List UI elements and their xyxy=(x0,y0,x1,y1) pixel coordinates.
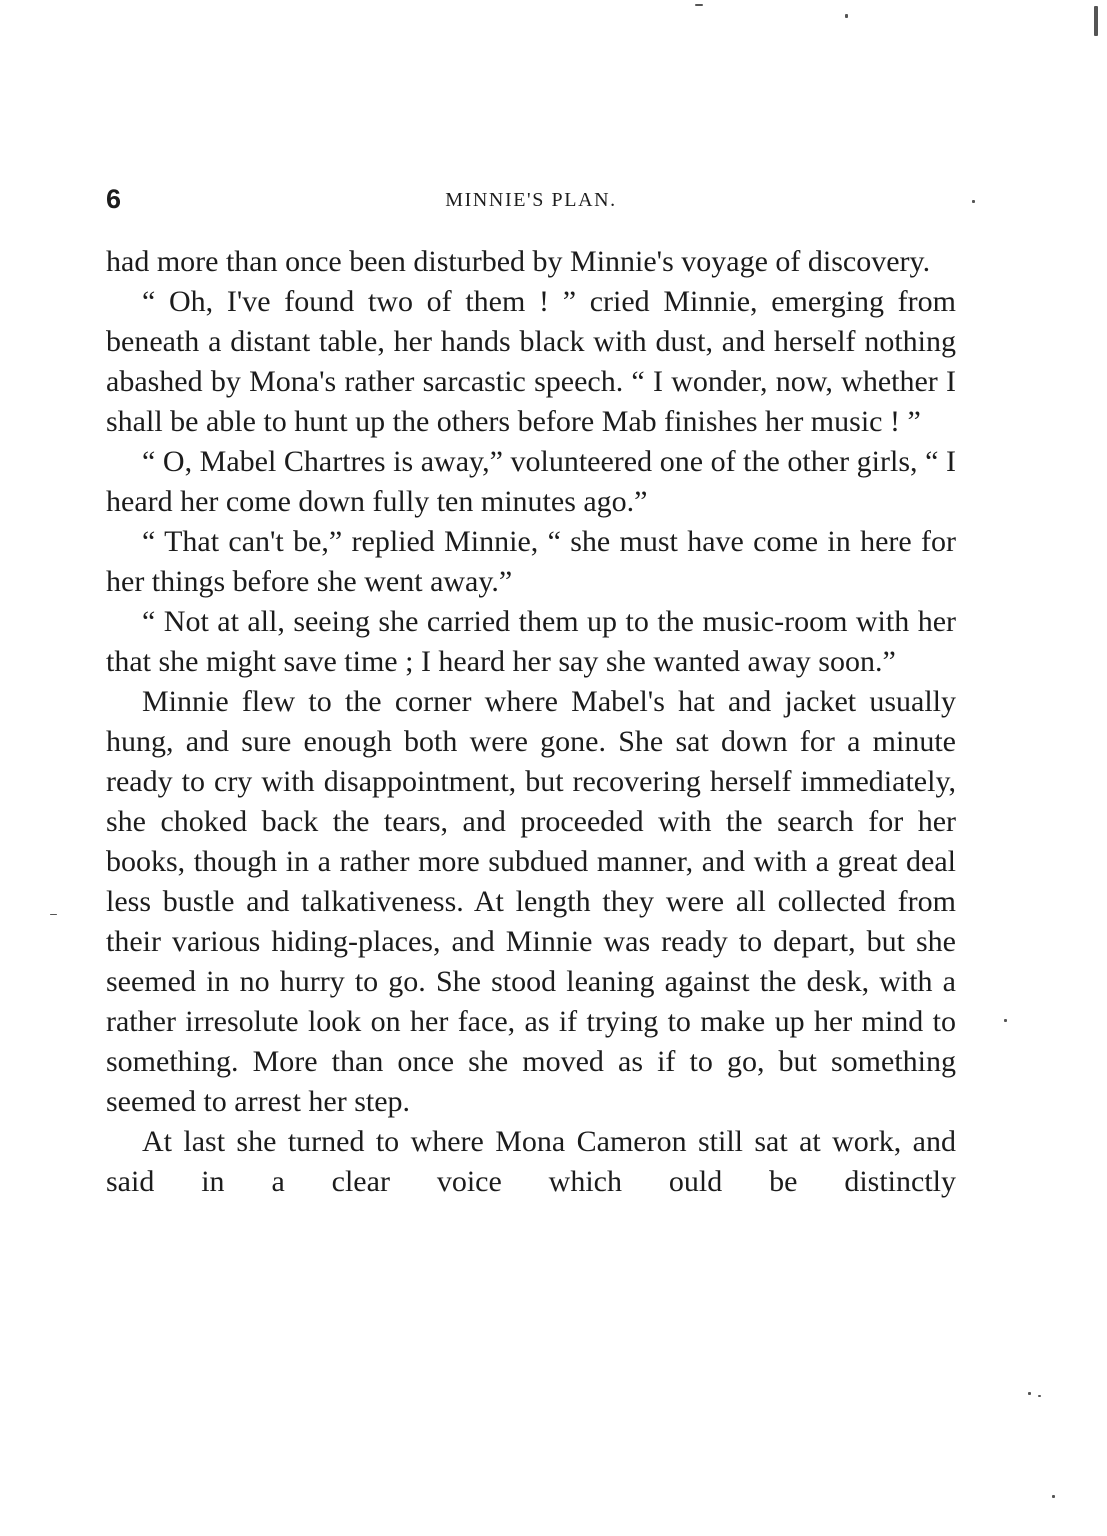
paragraph: Minnie flew to the corner where Mabel's hat and jacket usually hung, and sure enough both were gone. She sat down for a minute ready to cry with disappointment, but recovering herself immediately, she choked back the tears, and proceeded with the search for her books, though in a rather more subdued manner, and with a great deal less bustle and talkativeness. At length they were all collected from their various hiding-places, and Minnie was ready to depart, but she seemed in no hurry to go. She stood leaning against the desk, with a rather irresolute look on her face, as if trying to make up her mind to something. More than once she moved as if to go, but something seemed to arrest her step. xyxy=(106,685,956,1118)
paragraph: “ Not at all, seeing she carried them up to the music-room with her that she might save time ; I heard her say she wanted away soon.” xyxy=(106,605,956,678)
body-text xyxy=(106,242,956,1202)
paragraph: had more than once been disturbed by Minnie's voyage of discovery. xyxy=(106,245,931,278)
paragraph: “ That can't be,” replied Minnie, “ she must have come in here for her things before she went away.” xyxy=(106,525,956,598)
scan-speck xyxy=(972,200,975,203)
paragraph: “ Oh, I've found two of them ! ” cried Minnie, emerging from beneath a distant table, her hands black with dust, and herself nothing abashed by Mona's rather sarcastic speech. “ I wonder, now, whether I shall be able to hunt up the others before Mab finishes her music ! ” xyxy=(106,285,956,438)
scan-speck xyxy=(1038,1395,1041,1397)
page-number: 6 xyxy=(106,184,122,214)
scan-speck xyxy=(695,4,703,6)
scan-speck xyxy=(1004,1019,1007,1022)
scan-speck xyxy=(1028,1392,1031,1395)
scan-speck xyxy=(50,914,57,915)
running-head xyxy=(106,180,956,220)
scan-speck xyxy=(1094,6,1098,36)
scan-speck xyxy=(1052,1495,1055,1498)
scan-speck xyxy=(845,14,848,18)
running-title: MINNIE'S PLAN. xyxy=(445,189,617,211)
paragraph: At last she turned to where Mona Cameron still sat at work, and said in a clear voice which ould be distinctly xyxy=(106,1125,956,1198)
paragraph: “ O, Mabel Chartres is away,” volunteered one of the other girls, “ I heard her come down fully ten minutes ago.” xyxy=(106,445,956,518)
